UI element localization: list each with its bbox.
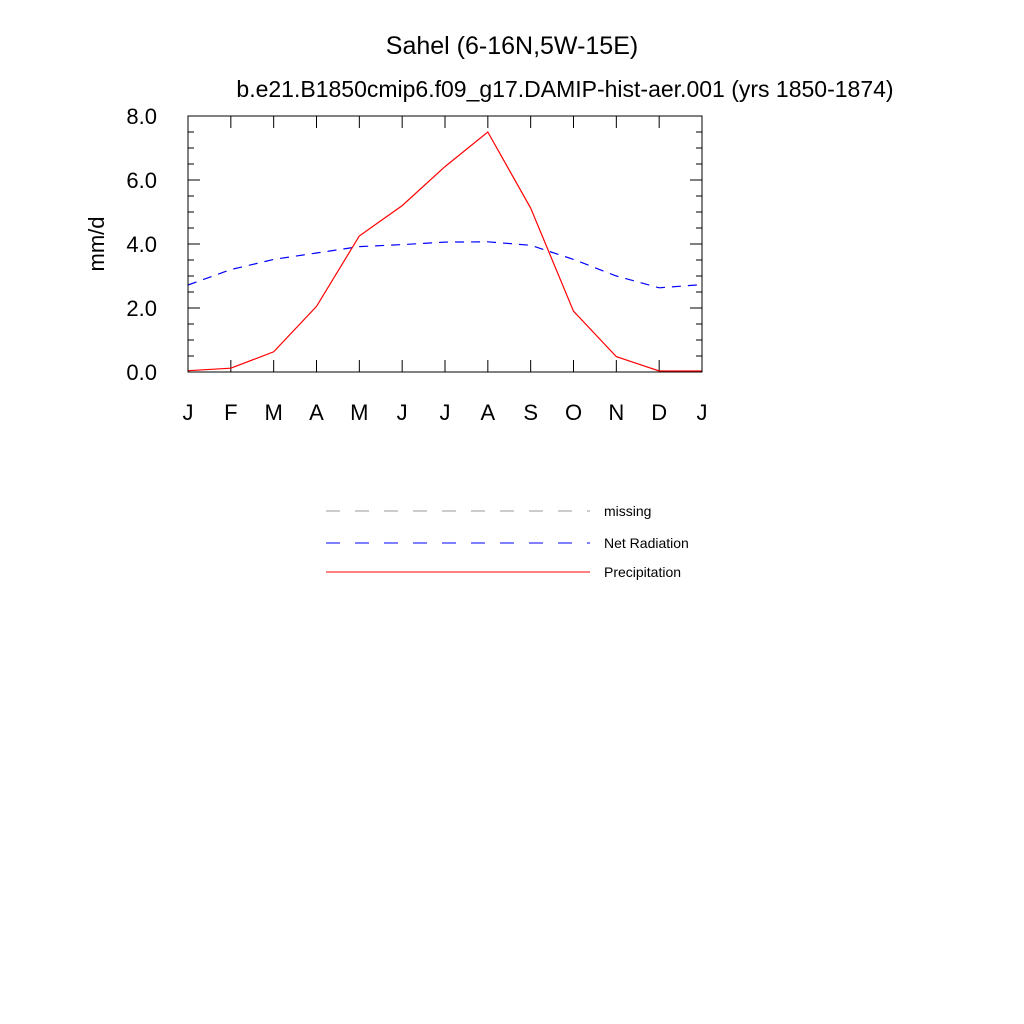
x-tick-label: F xyxy=(224,400,238,425)
x-tick-label: M xyxy=(264,400,283,425)
chart-subtitle: b.e21.B1850cmip6.f09_g17.DAMIP-hist-aer.001 (yrs 1850-1874) xyxy=(236,76,894,102)
x-tick-label: J xyxy=(696,400,708,425)
y-tick-label: 4.0 xyxy=(126,232,157,257)
legend-label: Net Radiation xyxy=(604,535,689,551)
chart-title: Sahel (6-16N,5W-15E) xyxy=(385,32,639,60)
y-tick-label: 6.0 xyxy=(126,168,157,193)
x-tick-labels xyxy=(183,400,708,425)
x-tick-label: J xyxy=(439,400,451,425)
y-tick-label: 2.0 xyxy=(126,296,157,321)
plot-frame xyxy=(188,116,702,372)
x-tick-label: J xyxy=(182,400,194,425)
x-tick-label: D xyxy=(651,400,668,425)
x-tick-label: N xyxy=(608,400,625,425)
y-tick-label: 8.0 xyxy=(126,104,157,129)
x-tick-label: J xyxy=(396,400,408,425)
x-tick-label: O xyxy=(564,400,583,425)
x-tick-label: S xyxy=(523,400,539,425)
x-tick-label: A xyxy=(309,400,324,425)
series-line-precipitation xyxy=(188,132,702,371)
legend-label: Precipitation xyxy=(604,564,682,580)
legend xyxy=(326,503,689,580)
series-line-net-radiation xyxy=(188,242,702,288)
y-tick-labels xyxy=(126,104,157,385)
x-tick-label: A xyxy=(480,400,496,425)
legend-label: missing xyxy=(604,503,652,519)
x-tick-label: M xyxy=(350,400,369,425)
y-axis-label: mm/d xyxy=(84,216,109,272)
y-tick-label: 0.0 xyxy=(126,360,157,385)
series-lines xyxy=(188,132,702,371)
axis-ticks xyxy=(188,116,702,372)
